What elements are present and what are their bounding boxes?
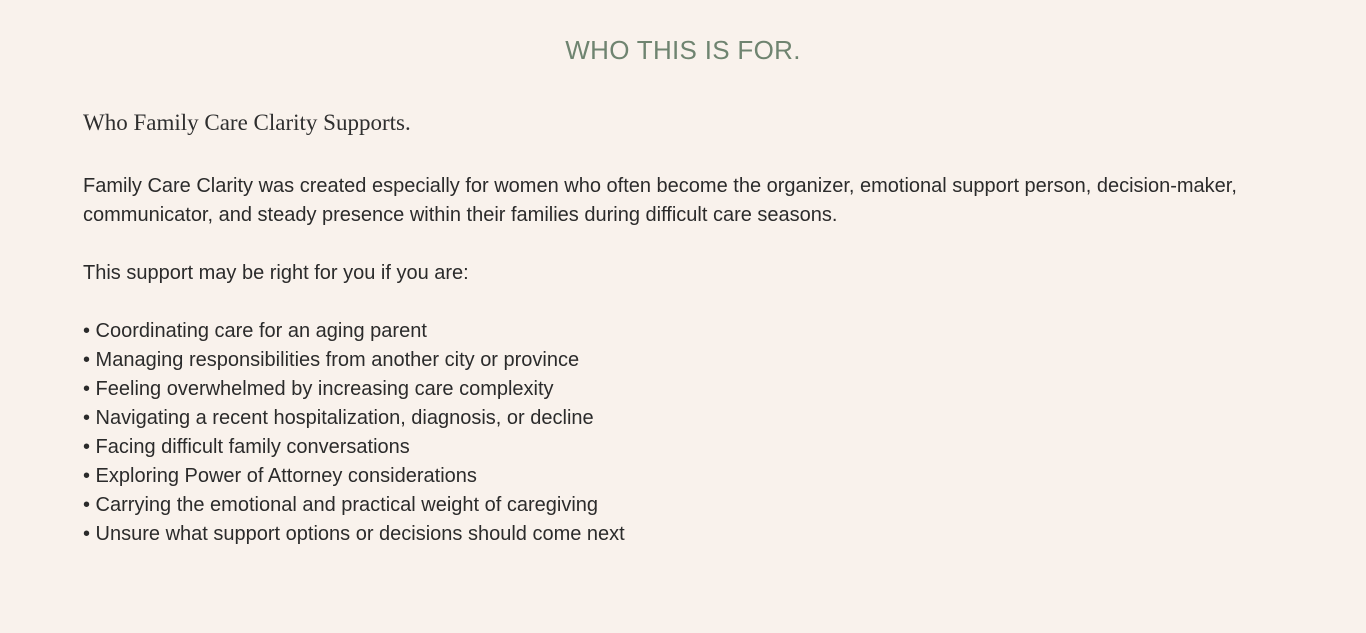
- support-criteria-list: [83, 317, 1283, 549]
- list-item: • Navigating a recent hospitalization, diagnosis, or decline: [83, 407, 594, 429]
- list-item: • Coordinating care for an aging parent: [83, 320, 427, 342]
- list-item: • Managing responsibilities from another city or province: [83, 349, 580, 371]
- list-item: • Facing difficult family conversations: [83, 436, 410, 458]
- section-eyebrow-title: WHO THIS IS FOR.: [565, 35, 801, 65]
- list-item: • Unsure what support options or decisions should come next: [83, 523, 625, 545]
- section-content: [83, 108, 1283, 549]
- intro-paragraph: Family Care Clarity was created especially for women who often become the organizer, emotional support person, decision-maker, communicator, and steady presence within their families during difficult care seasons.: [83, 175, 1237, 226]
- section-subheading: Who Family Care Clarity Supports.: [83, 110, 411, 135]
- list-item: • Carrying the emotional and practical weight of caregiving: [83, 494, 599, 516]
- list-item: • Exploring Power of Attorney considerations: [83, 465, 477, 487]
- lead-sentence: This support may be right for you if you are:: [83, 262, 469, 284]
- list-item: • Feeling overwhelmed by increasing care complexity: [83, 378, 554, 400]
